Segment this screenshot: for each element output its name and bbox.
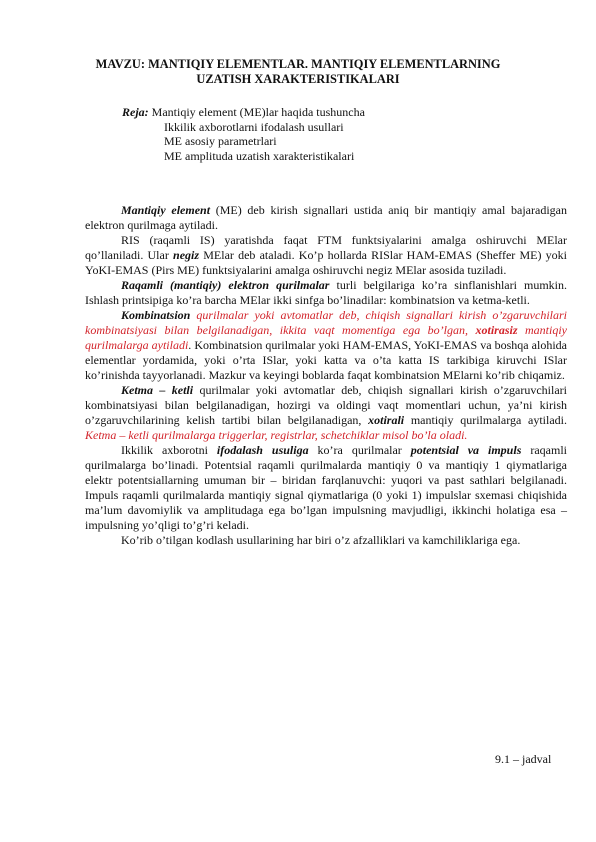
plan-item: Ikkilik axborotlarni ifodalash usullari <box>164 119 344 134</box>
term-potentsial-va-impuls: potentsial va impuls <box>410 443 522 457</box>
paragraph-text: mantiqiy qurilmalarga aytiladi. <box>404 413 567 427</box>
term-ketma-ketli: Ketma – ketli <box>121 383 194 397</box>
paragraph-ketma-ketli <box>85 383 567 443</box>
document-title <box>60 57 536 87</box>
highlighted-definition: qurilmalar yoki avtomatlar deb, chiqish signallari kirish o’zgaruvchilari kombinatsiyasi bilan belgilanadigan, ikkita vaqt momentiga ega bo’lgan, <box>85 308 567 337</box>
paragraph-text: turli belgilariga ko’ra sinflanishlari mumkin. Ishlash printsipiga ko’ra barcha MElar ikki sinfga bo’linadilar: kombinatsion va ketma-ketli. <box>85 278 567 307</box>
paragraph-kombinatsion <box>85 308 567 383</box>
term-mantiqiy-element: Mantiqiy element <box>121 203 211 217</box>
plan-section <box>122 105 365 163</box>
paragraph-ris <box>85 233 567 278</box>
paragraph-text: MElar deb ataladi. Ko’p hollarda RISlar HAM-EMAS (Sheffer ME) yoki YoKI-EMAS (Pirs ME) funktsiyalarini amalga oshiruvchi negiz MElar asosida tuziladi. <box>85 248 567 277</box>
paragraph-mantiqiy-element <box>85 203 567 233</box>
highlighted-definition: mantiqiy qurilmalarga aytiladi <box>85 323 567 352</box>
term-xotirali: xotirali <box>368 413 405 427</box>
paragraph-text: ko’ra qurilmalar <box>308 443 411 457</box>
paragraph-text: qurilmalar yoki avtomatlar deb, chiqish signallari kirish o’zgaruvchilari kombinatsiyasi bilan belgilanadigan, hozirgi va oldingi vaqt momentlari uchun, ya’ni kirish o’zgaruvchilarining kelish tartibi bilan belgilanadigan, <box>85 383 568 427</box>
term-xotirasiz: xotirasiz <box>475 323 518 337</box>
highlighted-examples: Ketma – ketli qurilmalarga triggerlar, registrlar, schetchiklar misol bo’la oladi. <box>85 428 468 442</box>
title-line-2: UZATISH XARAKTERISTIKALARI <box>196 72 400 86</box>
paragraph-text: Ikkilik axborotni <box>121 443 217 457</box>
paragraph-text: Ko’rib o’tilgan kodlash usullarining har biri o’z afzalliklari va kamchiliklariga ega. <box>121 533 521 547</box>
table-caption: 9.1 – jadval <box>495 752 552 766</box>
plan-item: ME amplituda uzatish xarakteristikalari <box>164 148 355 163</box>
paragraph-text: raqamli qurilmalarga bo’linadi. Potentsial raqamli qurilmalarda mantiqiy 0 va mantiqiy 1 qiymatlariga elektr potentsiallarning umuman bir – biridan farqlanuvchi: yuqori va past sathlari belgilanadi. Impuls raqamli qurilmalarda mantiqiy signal qiymatlariga (0 yoki 1) impulslar sxemasi chiqishida ma’lum davomiylik va amplitudaga ega bo’lgan impulsning mavjudligi, ikkinchi holatiga esa – impulsning yo’qligi to’g’ri keladi. <box>85 443 567 532</box>
paragraph-text: . Kombinatsion qurilmalar yoki HAM-EMAS, YoKI-EMAS va boshqa alohida elementlar yordamida, yoki o’rta ISlar, yoki katta va o’ta katta IS tarkibiga kiruvchi ISlar ko’rinishda tayyorlanadi. Mazkur va keyingi boblarda faqat kombinatsion MElarni ko’rib chiqamiz. <box>85 338 567 382</box>
paragraph-text: (ME) deb kirish signallari ustida aniq bir mantiqiy amal bajaradigan elektron qurilmaga aytiladi. <box>85 203 567 232</box>
title-line-1: MAVZU: MANTIQIY ELEMENTLAR. MANTIQIY ELEMENTLARNING <box>95 57 501 71</box>
plan-item: Mantiqiy element (ME)lar haqida tushuncha <box>151 105 365 119</box>
document-body <box>85 203 567 548</box>
term-ifodalash-usuliga: ifodalash usuliga <box>216 443 309 457</box>
term-kombinatsion: Kombinatsion <box>121 308 191 322</box>
term-negiz: negiz <box>173 248 200 262</box>
paragraph-raqamli-qurilmalar <box>85 278 567 308</box>
paragraph-ifodalash-usuli <box>85 443 567 533</box>
plan-label: Reja: <box>122 105 149 119</box>
paragraph-text: RIS (raqamli IS) yaratishda faqat FTM funktsiyalarini amalga oshiruvchi MElar qo’llaniladi. Ular <box>85 233 567 262</box>
paragraph-kodlash <box>85 533 567 548</box>
term-raqamli-qurilmalar: Raqamli (mantiqiy) elektron qurilmalar <box>121 278 330 292</box>
plan-item: ME asosiy parametrlari <box>164 134 277 148</box>
